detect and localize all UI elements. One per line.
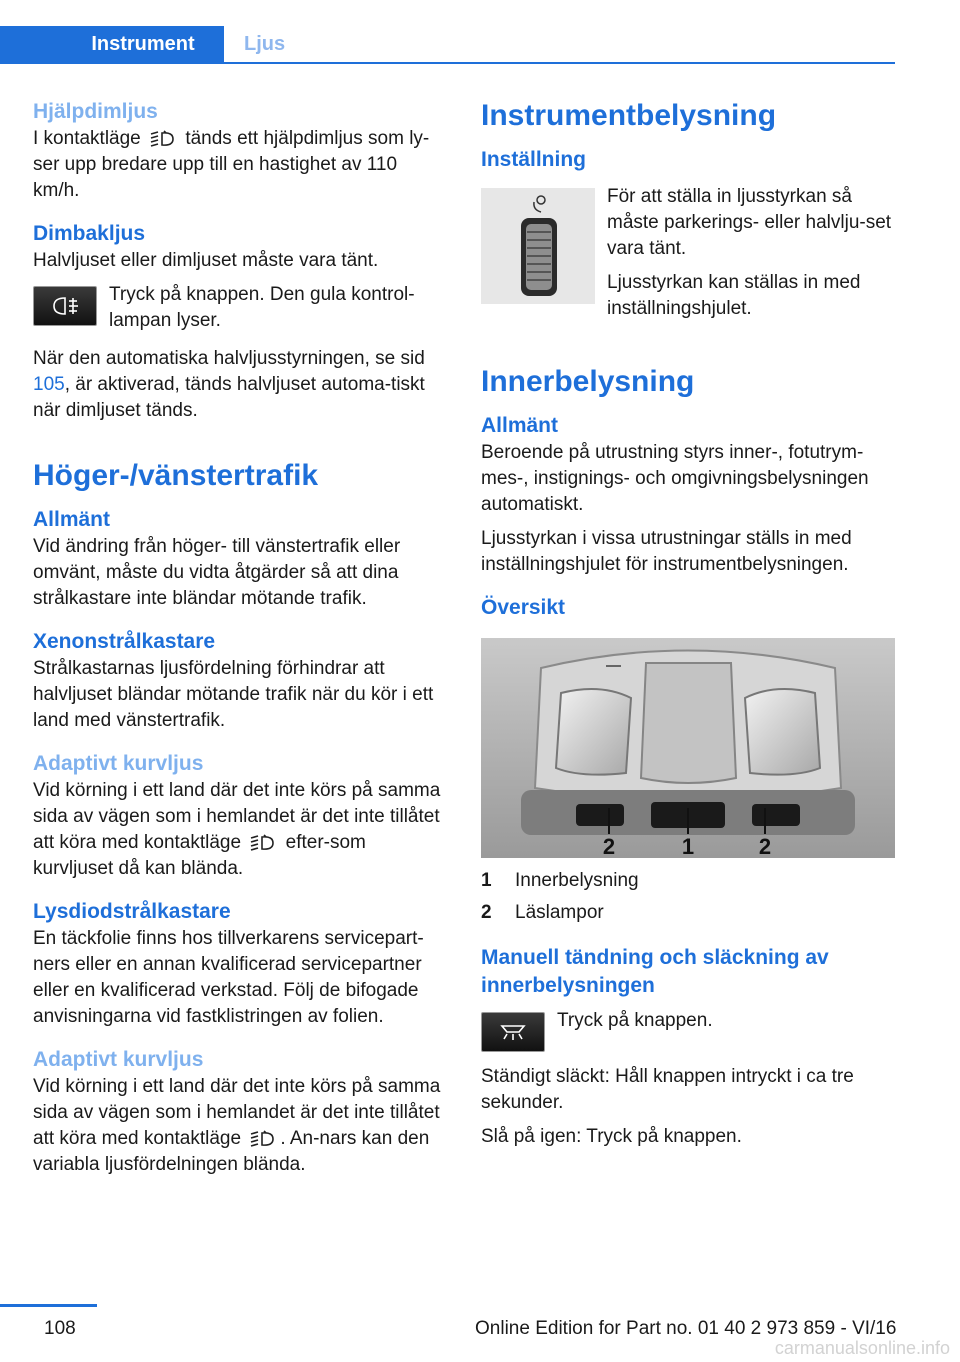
tab-instrument[interactable]: Instrument <box>0 26 224 62</box>
section-dimbakljus <box>33 220 443 424</box>
heading-oversikt: Översikt <box>481 596 566 619</box>
paragraph: Vid körning i ett land där det inte körs på samma sida av vägen som i hemlandet är det inte tillåtet att köra med kontaktläge . An‐nars kan den variabla ljusfördelningen blända. <box>33 1076 441 1175</box>
dimmer-instruction <box>481 184 896 330</box>
dimmer-wheel-icon <box>481 188 595 304</box>
paragraph: När den automatiska halvljusstyrningen, se sid 105, är aktiverad, tänds halvljuset automa‐tiskt när dimljuset tänds. <box>33 348 425 421</box>
button-instruction-text: Tryck på knappen. Den gula kontrol‐lampan lyser. <box>109 284 415 331</box>
paragraph: Strålkastarnas ljusfördelning förhindrar att halvljuset bländar mötande trafik när du kör i ett land med vänstertrafik. <box>33 658 434 731</box>
page-link-105[interactable]: 105 <box>33 374 65 395</box>
edition-text: Online Edition for Part no. 01 40 2 973 859 - VI/16 <box>475 1318 897 1339</box>
heading-xenonstralkastare: Xenonstrålkastare <box>33 630 216 653</box>
section-allmant-right <box>481 412 896 578</box>
heading-dimbakljus: Dimbakljus <box>33 222 146 245</box>
heading-manuell-tandning: Manuell tändning och släckning av innerbelysningen <box>481 946 829 997</box>
overhead-console-image <box>481 638 895 858</box>
heading-instrumentbelysning: Instrumentbelysning <box>481 99 777 132</box>
paragraph: Beroende på utrustning styrs inner-, fotutrym‐mes-, instignings- och omgivningsbelysningen automatiskt. <box>481 442 869 515</box>
fog-light-icon <box>246 1129 280 1151</box>
legend-number: 1 <box>481 870 492 891</box>
page-number: 108 <box>44 1318 76 1339</box>
callout-label: 2 <box>602 834 616 858</box>
heading-installning: Inställning <box>481 148 586 171</box>
heading-innerbelysning: Innerbelysning <box>481 365 695 398</box>
heading-hjalpdimljus: Hjälpdimljus <box>33 100 158 123</box>
callout-label: 1 <box>681 834 695 858</box>
paragraph: Slå på igen: Tryck på knappen. <box>481 1126 742 1147</box>
chapter-tabbar <box>0 26 895 64</box>
legend-text: Läslampor <box>515 902 604 923</box>
legend-number: 2 <box>481 902 492 923</box>
heading-adaptivt-kurvljus: Adaptivt kurvljus <box>33 1048 204 1071</box>
footer-rule <box>0 1304 97 1307</box>
tab-ljus[interactable]: Ljus <box>244 32 286 55</box>
heading-lysdiodstralkastare: Lysdiodstrålkastare <box>33 900 231 923</box>
paragraph: Ljusstyrkan i vissa utrustningar ställs in med inställningshjulet för instrumentbelysningen. <box>481 528 852 575</box>
section-xenon <box>33 628 443 734</box>
heading-hoger-vanstertrafik: Höger-/vänstertrafik <box>33 459 319 492</box>
heading-adaptivt-kurvljus: Adaptivt kurvljus <box>33 752 204 775</box>
legend-text: Innerbelysning <box>515 870 639 891</box>
callout-label: 2 <box>758 834 772 858</box>
section-hjalpdimljus <box>33 98 443 204</box>
heading-allmant: Allmänt <box>33 508 111 531</box>
rear-fog-light-icon <box>33 286 97 326</box>
paragraph: Vid körning i ett land där det inte körs på samma sida av vägen som i hemlandet är det inte tillåtet att köra med kontaktläge efter‐som kurvljuset då kan blända. <box>33 780 441 879</box>
heading-allmant: Allmänt <box>481 414 559 437</box>
paragraph: En täckfolie finns hos tillverkarens servicepart‐ners eller en annan kvalificerad servicepartner eller en kvalificerad verkstad. Följ de bifogade anvisningarna vid fastklistringen av folien. <box>33 928 424 1027</box>
section-adaptivt-kurvljus-1 <box>33 750 443 882</box>
left-column <box>33 98 443 1194</box>
overview-legend <box>481 868 896 926</box>
section-adaptivt-kurvljus-2 <box>33 1046 443 1178</box>
button-instruction-text: Tryck på knappen. <box>557 1010 713 1031</box>
fog-light-icon <box>246 833 280 855</box>
paragraph: I kontaktläge tänds ett hjälpdimljus som ly‐ser upp bredare upp till en hastighet av 110 km/h. <box>33 128 430 201</box>
section-allmant-left <box>33 506 443 612</box>
button-instruction <box>481 1008 896 1052</box>
button-instruction <box>33 282 443 334</box>
right-column <box>481 98 896 1158</box>
fog-light-icon <box>146 129 180 151</box>
paragraph: Halvljuset eller dimljuset måste vara tänt. <box>33 250 379 271</box>
dimmer-instruction-text: För att ställa in ljusstyrkan så måste parkerings- eller halvlju‐set vara tänt. Ljusstyrkan kan ställas in med inställningshjulet. <box>607 186 892 319</box>
paragraph: Vid ändring från höger- till vänstertrafik eller omvänt, måste du vidta åtgärder så att dina strålkastare inte bländar mötande trafik. <box>33 536 401 609</box>
section-lysdiod <box>33 898 443 1030</box>
paragraph: Ständigt släckt: Håll knappen intryckt i ca tre sekunder. <box>481 1066 854 1113</box>
watermark: carmanualsonline.info <box>774 1338 950 1358</box>
interior-light-icon <box>481 1012 545 1052</box>
